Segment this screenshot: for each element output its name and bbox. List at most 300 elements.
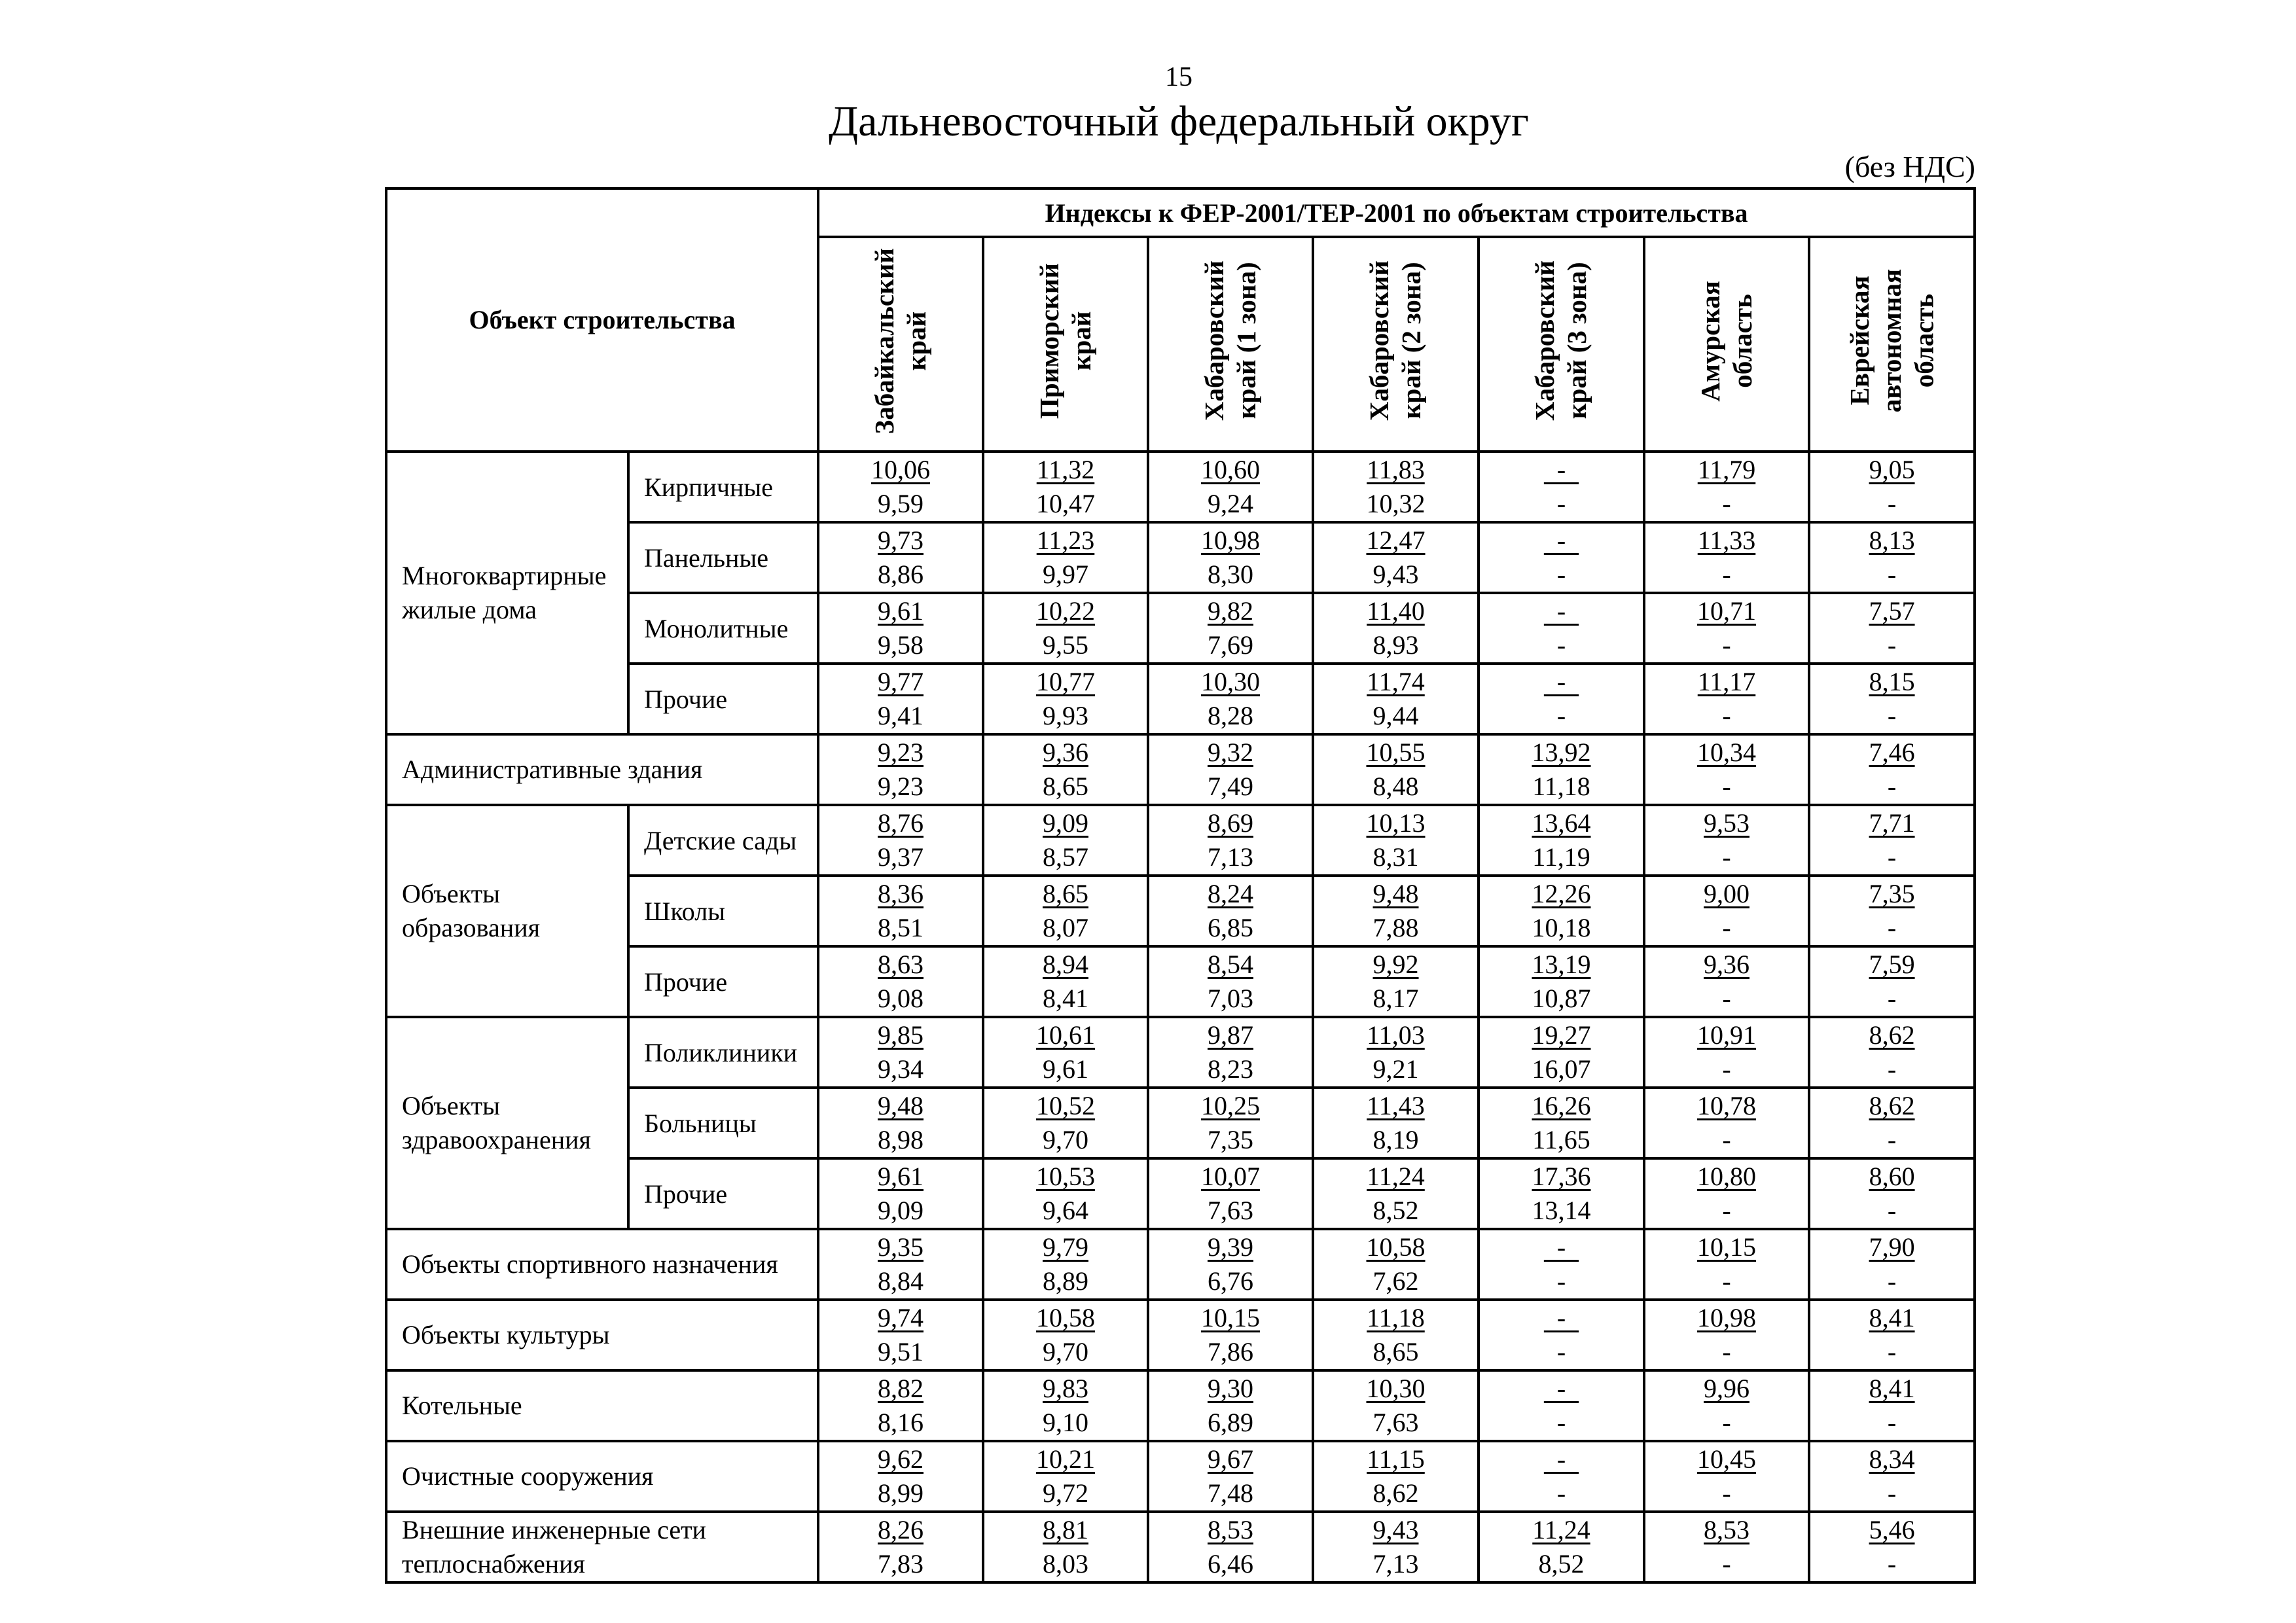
fer-index-value: 8,53: [1208, 1515, 1254, 1544]
ter-index-value: 8,99: [878, 1478, 924, 1508]
fer-index-value: 9,74: [878, 1303, 924, 1332]
index-cell: [1809, 1370, 1975, 1441]
ter-index-value: -: [1556, 1408, 1566, 1437]
index-cell: [818, 452, 983, 522]
ter-index-value: -: [1722, 1478, 1731, 1508]
index-cell: [1479, 452, 1644, 522]
table-row: [386, 1300, 1975, 1370]
fer-index-value: 8,53: [1704, 1515, 1750, 1544]
object-subtype: Поликлиники: [628, 1017, 818, 1088]
index-table: [385, 187, 1976, 1584]
fer-index-value: 9,96: [1704, 1374, 1750, 1403]
index-cell: [1809, 664, 1975, 734]
ter-index-value: 9,70: [1043, 1337, 1089, 1366]
object-subtype: Детские сады: [628, 805, 818, 876]
ter-index-value: 9,51: [878, 1337, 924, 1366]
ter-index-value: 9,64: [1043, 1196, 1089, 1225]
index-cell: [818, 805, 983, 876]
ter-index-value: -: [1722, 560, 1731, 589]
index-cell: [983, 1158, 1148, 1229]
ter-index-value: -: [1722, 630, 1731, 660]
index-cell: [1644, 593, 1809, 664]
ter-index-value: 8,41: [1043, 984, 1089, 1013]
fer-index-value: 9,87: [1208, 1020, 1254, 1050]
ter-index-value: 9,24: [1208, 489, 1254, 518]
index-cell: [1644, 1088, 1809, 1158]
fer-index-value: 5,46: [1869, 1515, 1915, 1544]
fer-index-value: 10,53: [1036, 1162, 1096, 1191]
fer-index-value: 10,15: [1201, 1303, 1261, 1332]
fer-index-value: 8,69: [1208, 808, 1254, 838]
ter-index-value: -: [1887, 1054, 1897, 1084]
ter-index-value: -: [1887, 772, 1897, 801]
ter-index-value: 8,65: [1372, 1337, 1419, 1366]
ter-index-value: 8,62: [1372, 1478, 1419, 1508]
table-row: [386, 1441, 1975, 1512]
ter-index-value: 8,65: [1043, 772, 1089, 801]
region-label: Амурская область: [1695, 280, 1758, 402]
fer-index-value: 9,48: [1372, 879, 1419, 908]
index-cell: [1148, 452, 1313, 522]
fer-index-value: 10,34: [1697, 738, 1757, 767]
fer-index-value: 10,25: [1201, 1091, 1261, 1120]
indexes-header: Индексы к ФЕР-2001/ТЕР-2001 по объектам строительства: [818, 188, 1975, 237]
index-cell: [1313, 522, 1479, 593]
ter-index-value: -: [1887, 560, 1897, 589]
ter-index-value: 8,98: [878, 1125, 924, 1154]
fer-index-value: 11,18: [1367, 1303, 1425, 1332]
ter-index-value: 10,32: [1366, 489, 1426, 518]
fer-index-value: 9,35: [878, 1232, 924, 1262]
fer-index-value: 10,22: [1036, 596, 1096, 626]
ter-index-value: 11,65: [1532, 1125, 1590, 1154]
index-cell: [818, 1017, 983, 1088]
ter-index-value: 8,89: [1043, 1266, 1089, 1296]
fer-index-value: 10,71: [1697, 596, 1757, 626]
index-cell: [1479, 664, 1644, 734]
index-cell: [1644, 1512, 1809, 1582]
fer-index-value: 11,40: [1367, 596, 1425, 626]
fer-index-value: 8,62: [1869, 1020, 1915, 1050]
ter-index-value: 13,14: [1532, 1196, 1591, 1225]
ter-index-value: -: [1722, 701, 1731, 730]
fer-index-value: 9,83: [1043, 1374, 1089, 1403]
fer-index-value: 9,67: [1208, 1444, 1254, 1474]
ter-index-value: 7,63: [1208, 1196, 1254, 1225]
ter-index-value: -: [1556, 560, 1566, 589]
fer-index-value: 9,77: [878, 667, 924, 696]
object-category: Котельные: [386, 1370, 818, 1441]
fer-index-value: 9,61: [878, 1162, 924, 1191]
ter-index-value: 9,37: [878, 842, 924, 872]
fer-index-value: 13,64: [1532, 808, 1591, 838]
ter-index-value: 8,30: [1208, 560, 1254, 589]
fer-index-value: 7,71: [1869, 808, 1915, 838]
ter-index-value: -: [1887, 1337, 1897, 1366]
region-header: [1479, 237, 1644, 452]
index-cell: [1313, 1370, 1479, 1441]
region-header: [818, 237, 983, 452]
fer-index-value: 10,60: [1201, 455, 1261, 484]
ter-index-value: -: [1887, 1196, 1897, 1225]
ter-index-value: 6,76: [1208, 1266, 1254, 1296]
index-cell: [1313, 1512, 1479, 1582]
ter-index-value: 9,23: [878, 772, 924, 801]
index-cell: [1148, 1017, 1313, 1088]
fer-index-value: 9,82: [1208, 596, 1254, 626]
ter-index-value: 9,09: [878, 1196, 924, 1225]
fer-index-value: 8,34: [1869, 1444, 1915, 1474]
fer-index-value: 9,92: [1372, 950, 1419, 979]
fer-index-value: 9,00: [1704, 879, 1750, 908]
table-row: [386, 452, 1975, 522]
fer-index-value: 12,47: [1366, 526, 1426, 555]
ter-index-value: 8,07: [1043, 913, 1089, 942]
index-cell: [1809, 1158, 1975, 1229]
index-cell: [1313, 1017, 1479, 1088]
index-cell: [818, 946, 983, 1017]
index-cell: [818, 1512, 983, 1582]
ter-index-value: 8,52: [1538, 1549, 1585, 1578]
ter-index-value: -: [1887, 1125, 1897, 1154]
index-cell: [983, 1441, 1148, 1512]
ter-index-value: -: [1722, 489, 1731, 518]
index-cell: [1148, 522, 1313, 593]
page-title: Дальневосточный федеральный округ: [829, 98, 1529, 145]
index-cell: [1809, 1229, 1975, 1300]
ter-index-value: 8,31: [1372, 842, 1419, 872]
ter-index-value: 8,52: [1372, 1196, 1419, 1225]
index-cell: [1479, 1300, 1644, 1370]
index-cell: [1809, 805, 1975, 876]
index-cell: [1313, 1300, 1479, 1370]
fer-index-value: 9,36: [1704, 950, 1750, 979]
ter-index-value: -: [1556, 489, 1566, 518]
index-cell: [983, 946, 1148, 1017]
fer-index-value: 8,54: [1208, 950, 1254, 979]
fer-index-value: 8,82: [878, 1374, 924, 1403]
fer-index-value: 8,41: [1869, 1374, 1915, 1403]
object-category: Внешние инженерные сети теплоснабжения: [386, 1512, 818, 1582]
fer-index-value: 10,30: [1201, 667, 1261, 696]
fer-index-value: 7,90: [1869, 1232, 1915, 1262]
fer-index-value: -: [1543, 526, 1579, 555]
ter-index-value: -: [1887, 489, 1897, 518]
index-cell: [1479, 1370, 1644, 1441]
index-cell: [818, 664, 983, 734]
ter-index-value: 10,47: [1036, 489, 1096, 518]
index-cell: [1148, 1229, 1313, 1300]
index-cell: [1148, 876, 1313, 946]
fer-index-value: 10,78: [1697, 1091, 1757, 1120]
index-cell: [1809, 522, 1975, 593]
fer-index-value: 9,43: [1372, 1515, 1419, 1544]
fer-index-value: 8,36: [878, 879, 924, 908]
ter-index-value: 7,49: [1208, 772, 1254, 801]
fer-index-value: 10,58: [1366, 1232, 1426, 1262]
fer-index-value: 11,43: [1367, 1091, 1425, 1120]
ter-index-value: -: [1722, 1125, 1731, 1154]
index-cell: [1313, 1088, 1479, 1158]
ter-index-value: 8,03: [1043, 1549, 1089, 1578]
index-cell: [1479, 1017, 1644, 1088]
index-cell: [1479, 593, 1644, 664]
index-cell: [1644, 1158, 1809, 1229]
ter-index-value: -: [1887, 1266, 1897, 1296]
fer-index-value: 10,06: [871, 455, 931, 484]
fer-index-value: -: [1543, 455, 1579, 484]
index-cell: [983, 452, 1148, 522]
fer-index-value: 11,03: [1367, 1020, 1425, 1050]
region-label: Забайкальский край: [869, 247, 932, 435]
fer-index-value: 11,83: [1367, 455, 1425, 484]
index-cell: [1479, 1158, 1644, 1229]
fer-index-value: 8,62: [1869, 1091, 1915, 1120]
index-cell: [1479, 1441, 1644, 1512]
index-cell: [1148, 1512, 1313, 1582]
ter-index-value: 6,46: [1208, 1549, 1254, 1578]
ter-index-value: -: [1722, 984, 1731, 1013]
fer-index-value: 9,39: [1208, 1232, 1254, 1262]
fer-index-value: -: [1543, 1232, 1579, 1262]
ter-index-value: 9,70: [1043, 1125, 1089, 1154]
fer-index-value: 9,23: [878, 738, 924, 767]
fer-index-value: 10,21: [1036, 1444, 1096, 1474]
fer-index-value: 9,62: [878, 1444, 924, 1474]
ter-index-value: -: [1887, 701, 1897, 730]
fer-index-value: 9,05: [1869, 455, 1915, 484]
region-label: Хабаровский край (2 зона): [1364, 260, 1427, 421]
index-cell: [1313, 593, 1479, 664]
object-subtype: Прочие: [628, 1158, 818, 1229]
ter-index-value: 11,18: [1532, 772, 1590, 801]
ter-index-value: 7,13: [1372, 1549, 1419, 1578]
index-cell: [818, 1370, 983, 1441]
fer-index-value: 9,85: [878, 1020, 924, 1050]
ter-index-value: 11,19: [1532, 842, 1590, 872]
fer-index-value: 10,61: [1036, 1020, 1096, 1050]
ter-index-value: 9,72: [1043, 1478, 1089, 1508]
region-label: Хабаровский край (1 зона): [1198, 260, 1262, 421]
index-cell: [1479, 946, 1644, 1017]
index-cell: [1313, 876, 1479, 946]
index-cell: [818, 1088, 983, 1158]
ter-index-value: -: [1556, 701, 1566, 730]
index-cell: [1148, 1370, 1313, 1441]
table-row: [386, 1229, 1975, 1300]
fer-index-value: 11,33: [1697, 526, 1756, 555]
index-cell: [818, 1158, 983, 1229]
fer-index-value: 9,30: [1208, 1374, 1254, 1403]
index-cell: [1644, 946, 1809, 1017]
vat-note: (без НДС): [1844, 150, 1975, 183]
object-category: Многоквартирные жилые дома: [386, 452, 628, 734]
region-header: [1313, 237, 1479, 452]
ter-index-value: -: [1887, 842, 1897, 872]
index-cell: [1479, 805, 1644, 876]
ter-index-value: 9,08: [878, 984, 924, 1013]
fer-index-value: 11,15: [1367, 1444, 1425, 1474]
index-cell: [1479, 1229, 1644, 1300]
index-cell: [818, 1229, 983, 1300]
ter-index-value: -: [1722, 1266, 1731, 1296]
index-cell: [1809, 734, 1975, 805]
index-cell: [1809, 1441, 1975, 1512]
ter-index-value: -: [1887, 630, 1897, 660]
index-cell: [1148, 805, 1313, 876]
region-header: [1809, 237, 1975, 452]
ter-index-value: 7,03: [1208, 984, 1254, 1013]
object-subtype: Кирпичные: [628, 452, 818, 522]
fer-index-value: 10,98: [1697, 1303, 1757, 1332]
fer-index-value: 10,80: [1697, 1162, 1757, 1191]
index-cell: [1809, 1300, 1975, 1370]
index-cell: [1479, 1088, 1644, 1158]
index-cell: [1148, 593, 1313, 664]
table-row: [386, 1017, 1975, 1088]
index-cell: [818, 1441, 983, 1512]
ter-index-value: -: [1722, 1337, 1731, 1366]
fer-index-value: 9,53: [1704, 808, 1750, 838]
index-cell: [983, 1017, 1148, 1088]
index-cell: [1313, 805, 1479, 876]
ter-index-value: 9,93: [1043, 701, 1089, 730]
index-cell: [983, 876, 1148, 946]
fer-index-value: -: [1543, 596, 1579, 626]
index-cell: [983, 1370, 1148, 1441]
fer-index-value: -: [1543, 1374, 1579, 1403]
fer-index-value: -: [1543, 1303, 1579, 1332]
index-cell: [1313, 1229, 1479, 1300]
fer-index-value: 10,07: [1201, 1162, 1261, 1191]
index-cell: [1644, 805, 1809, 876]
fer-index-value: 7,57: [1869, 596, 1915, 626]
page-number: 15: [1165, 62, 1193, 92]
ter-index-value: 8,19: [1372, 1125, 1419, 1154]
index-cell: [1809, 1512, 1975, 1582]
fer-index-value: 8,60: [1869, 1162, 1915, 1191]
ter-index-value: 9,34: [878, 1054, 924, 1084]
object-subtype: Монолитные: [628, 593, 818, 664]
ter-index-value: 9,55: [1043, 630, 1089, 660]
fer-index-value: 9,79: [1043, 1232, 1089, 1262]
index-cell: [1148, 1158, 1313, 1229]
ter-index-value: 10,18: [1532, 913, 1591, 942]
fer-index-value: 17,36: [1532, 1162, 1591, 1191]
fer-index-value: 16,26: [1532, 1091, 1591, 1120]
ter-index-value: 6,85: [1208, 913, 1254, 942]
ter-index-value: -: [1556, 1337, 1566, 1366]
ter-index-value: 7,35: [1208, 1125, 1254, 1154]
index-cell: [818, 593, 983, 664]
index-cell: [983, 805, 1148, 876]
index-cell: [1148, 1300, 1313, 1370]
ter-index-value: -: [1722, 842, 1731, 872]
fer-index-value: 11,17: [1697, 667, 1756, 696]
object-category: Объекты образования: [386, 805, 628, 1017]
fer-index-value: 10,91: [1697, 1020, 1757, 1050]
index-cell: [1809, 1088, 1975, 1158]
ter-index-value: 9,10: [1043, 1408, 1089, 1437]
index-cell: [1644, 1370, 1809, 1441]
index-cell: [1148, 1088, 1313, 1158]
object-category: Объекты культуры: [386, 1300, 818, 1370]
fer-index-value: 9,61: [878, 596, 924, 626]
index-cell: [983, 522, 1148, 593]
index-cell: [1644, 1441, 1809, 1512]
ter-index-value: 8,23: [1208, 1054, 1254, 1084]
object-category: Объекты спортивного назначения: [386, 1229, 818, 1300]
index-cell: [1313, 946, 1479, 1017]
fer-index-value: 8,63: [878, 950, 924, 979]
fer-index-value: 11,24: [1367, 1162, 1425, 1191]
fer-index-value: 10,55: [1366, 738, 1426, 767]
ter-index-value: 8,17: [1372, 984, 1419, 1013]
ter-index-value: -: [1722, 1054, 1731, 1084]
index-cell: [983, 1088, 1148, 1158]
index-cell: [1809, 946, 1975, 1017]
ter-index-value: 7,13: [1208, 842, 1254, 872]
object-subtype: Панельные: [628, 522, 818, 593]
index-cell: [1148, 1441, 1313, 1512]
fer-index-value: 8,13: [1869, 526, 1915, 555]
index-cell: [1644, 734, 1809, 805]
fer-index-value: 8,24: [1208, 879, 1254, 908]
index-cell: [1809, 876, 1975, 946]
fer-index-value: 9,48: [878, 1091, 924, 1120]
fer-index-value: 13,92: [1532, 738, 1591, 767]
index-cell: [1644, 1300, 1809, 1370]
ter-index-value: -: [1722, 1408, 1731, 1437]
ter-index-value: -: [1887, 1549, 1897, 1578]
index-cell: [1313, 452, 1479, 522]
ter-index-value: 8,28: [1208, 701, 1254, 730]
index-cell: [983, 1300, 1148, 1370]
ter-index-value: 9,97: [1043, 560, 1089, 589]
fer-index-value: 11,74: [1367, 667, 1425, 696]
object-subtype: Школы: [628, 876, 818, 946]
ter-index-value: -: [1887, 1408, 1897, 1437]
fer-index-value: 10,30: [1366, 1374, 1426, 1403]
ter-index-value: 7,48: [1208, 1478, 1254, 1508]
index-cell: [1644, 1229, 1809, 1300]
index-cell: [1644, 1017, 1809, 1088]
index-cell: [1644, 664, 1809, 734]
ter-index-value: 8,93: [1372, 630, 1419, 660]
fer-index-value: 10,45: [1697, 1444, 1757, 1474]
fer-index-value: 11,32: [1036, 455, 1095, 484]
table-row: [386, 805, 1975, 876]
table-row: [386, 1370, 1975, 1441]
fer-index-value: 9,73: [878, 526, 924, 555]
fer-index-value: 10,13: [1366, 808, 1426, 838]
index-cell: [983, 1229, 1148, 1300]
fer-index-value: 10,15: [1697, 1232, 1757, 1262]
fer-index-value: 8,94: [1043, 950, 1089, 979]
fer-index-value: 7,35: [1869, 879, 1915, 908]
index-cell: [1313, 1158, 1479, 1229]
index-cell: [1644, 876, 1809, 946]
index-cell: [1148, 664, 1313, 734]
fer-index-value: 8,41: [1869, 1303, 1915, 1332]
fer-index-value: -: [1543, 1444, 1579, 1474]
ter-index-value: 8,84: [878, 1266, 924, 1296]
fer-index-value: 19,27: [1532, 1020, 1591, 1050]
ter-index-value: 9,21: [1372, 1054, 1419, 1084]
fer-index-value: 9,32: [1208, 738, 1254, 767]
region-label: Хабаровский край (3 зона): [1530, 260, 1592, 421]
index-cell: [1644, 452, 1809, 522]
